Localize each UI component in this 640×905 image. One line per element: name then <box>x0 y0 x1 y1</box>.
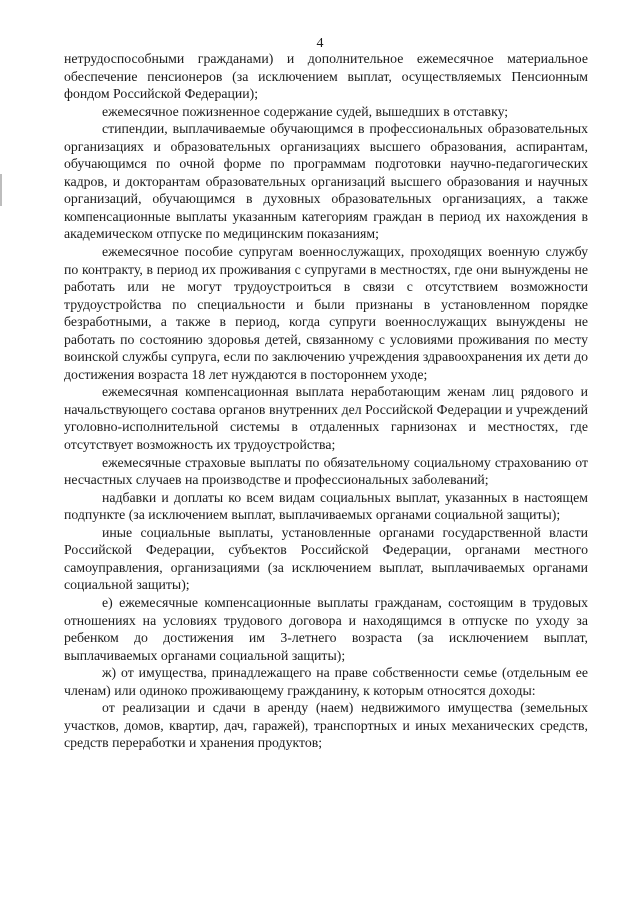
page-number: 4 <box>316 36 324 51</box>
paragraph-other-payments: иные социальные выплаты, установленные органами государственной власти Российской Федерации, субъектов Российской Федерации, органами местного самоуправления, организациями (за исключением выплат, выплачиваемых органами социальной защиты); <box>64 524 588 593</box>
paragraph-stipends: стипендии, выплачиваемые обучающимся в профессиональных образовательных организациях и образовательных организациях высшего образования, аспирантам, обучающимся по очной форме по программам подготовки научно-педагогических кадров, и докторантам образовательных организаций высшего образования и научных организаций, обучающимся в духовных образовательных организациях, а также компенсационные выплаты указанным категориям граждан в период их нахождения в академическом отпуске по медицинским показаниям; <box>64 121 588 242</box>
paragraph-continuation: нетрудоспособными гражданами) и дополнительное ежемесячное материальное обеспечение пенсионеров (за исключением выплат, осуществляемых Пенсионным фондом Российской Федерации); <box>64 51 588 102</box>
paragraph-real-estate-income: от реализации и сдачи в аренду (наем) недвижимого имущества (земельных участков, домов, квартир, дач, гаражей), транспортных и иных механических средств, средств переработки и хранения продуктов; <box>64 700 588 751</box>
paragraph-insurance-payments: ежемесячные страховые выплаты по обязательному социальному страхованию от несчастных случаев на производстве и профессиональных заболеваний; <box>64 454 588 488</box>
paragraph-item-zh: ж) от имущества, принадлежащего на праве собственности семье (отдельным ее членам) или одиноко проживающему гражданину, к которым относятся доходы: <box>64 665 588 698</box>
paragraph-compensation-wives: ежемесячная компенсационная выплата неработающим женам лиц рядового и начальствующего состава органов внутренних дел Российской Федерации и учреждений уголовно-исполнительной системы в отдаленных гарнизонах и местностях, где отсутствует возможность их трудоустройства; <box>64 384 588 453</box>
paragraph-item-e: е) ежемесячные компенсационные выплаты гражданам, состоящим в трудовых отношениях на условиях трудового договора и находящимся в отпуске по уходу за ребенком до достижения им 3-летнего возраста (за исключением выплат, выплачиваемых органами социальной защиты); <box>64 594 588 663</box>
paragraph-supplements: надбавки и доплаты ко всем видам социальных выплат, указанных в настоящем подпункте (за исключением выплат, выплачиваемых органами социальной защиты); <box>64 489 588 523</box>
paragraph-judges-allowance: ежемесячное пожизненное содержание судей, вышедших в отставку; <box>102 103 509 119</box>
scan-margin-mark <box>0 174 2 206</box>
document-body <box>64 50 588 752</box>
paragraph-military-spouses: ежемесячное пособие супругам военнослужащих, проходящих военную службу по контракту, в период их проживания с супругами в местностях, где они вынуждены не работать или не могут трудоустроиться в связи с отсутствием возможности трудоустройства по специальности и были признаны в установленном порядке безработными, а также в период, когда супруги военнослужащих вынуждены не работать по состоянию здоровья детей, связанному с условиями проживания по месту воинской службы супруга, если по заключению учреждения здравоохранения их дети до достижения возраста 18 лет нуждаются в постороннем уходе; <box>64 244 588 382</box>
